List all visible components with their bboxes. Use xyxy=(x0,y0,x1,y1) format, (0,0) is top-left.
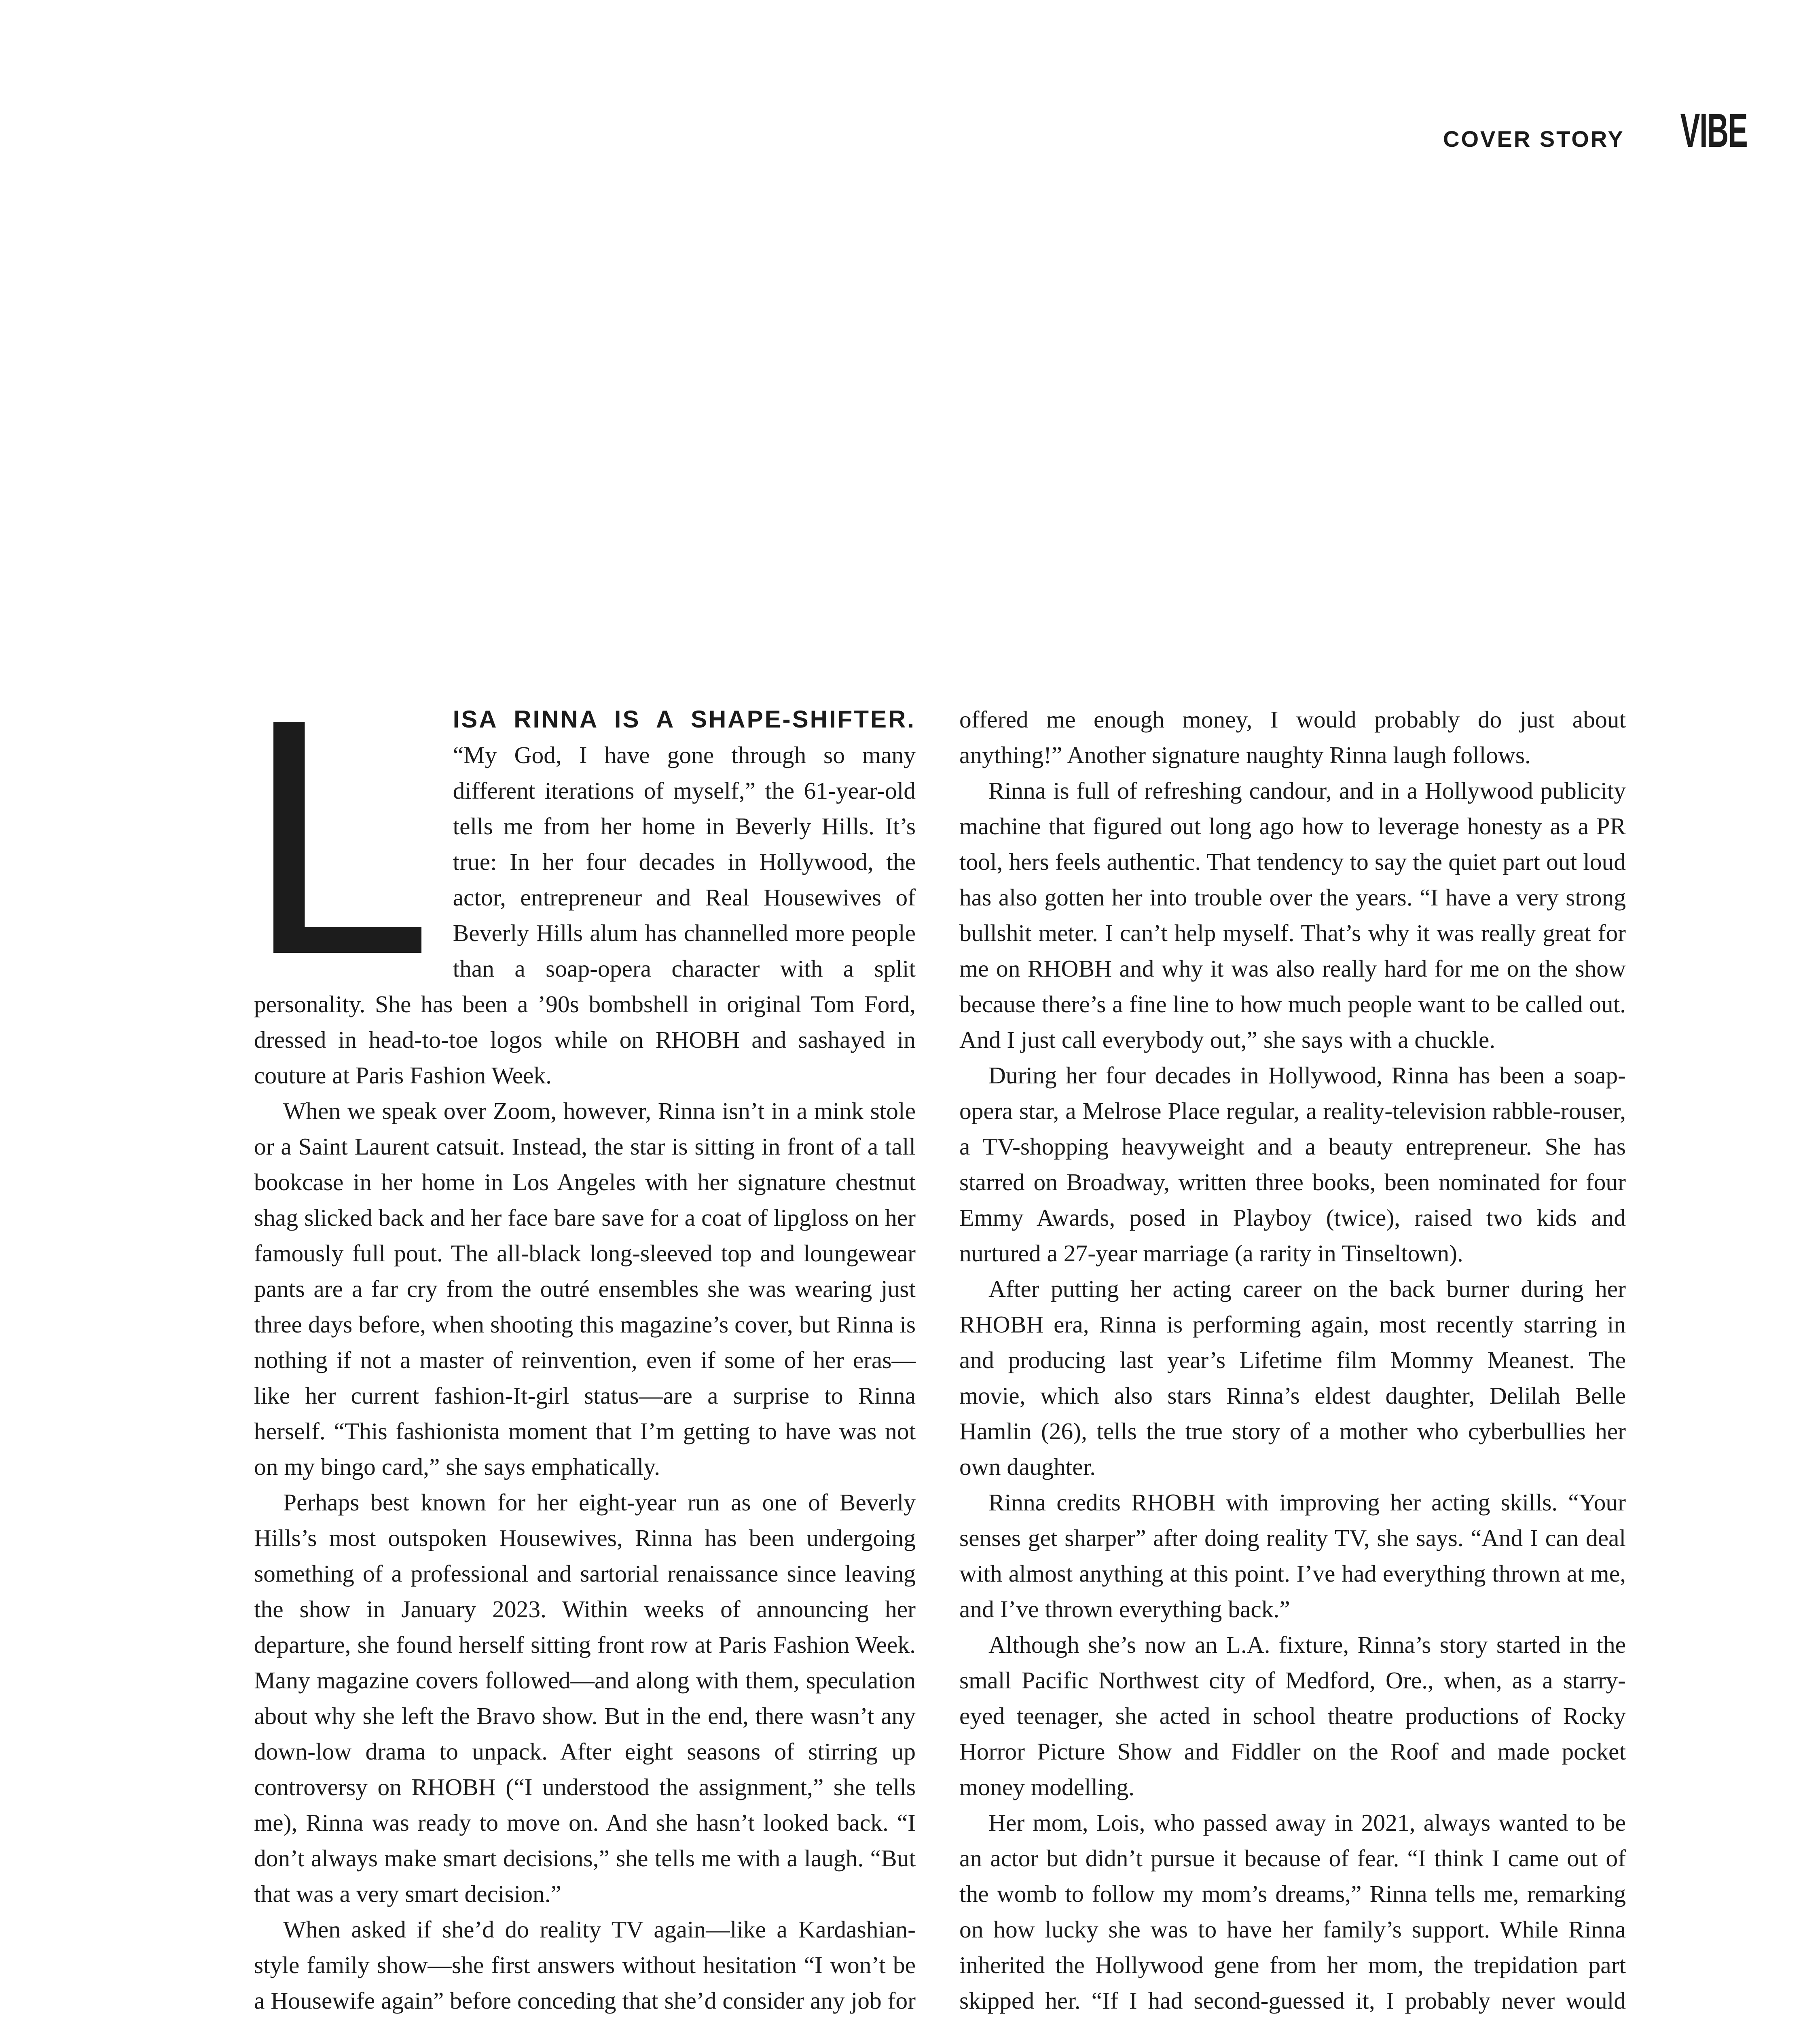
article-column-left xyxy=(246,649,916,2022)
article-paragraph: Rinna credits RHOBH with improving her acting skills. “Your senses get sharper” after doing reality TV, she says. “And I can deal with almost anything at this point. I’ve had everything thrown at me, and I’ve thrown everything back.” xyxy=(959,1489,1626,1622)
paragraph-text: “My God, I have gone through so many different iterations of myself,” the 61-year-old tells me from her home in Beverly Hills. It’s true: In her four decades in Hollywood, the actor, entrepreneur and Real Housewives of Beverly Hills alum has channelled more people than a soap-opera character with a split personality. She has been a ’90s bombshell in original Tom Ford, dressed in head-to-toe logos while on RHOBH and sashayed in couture at Paris Fashion Week. xyxy=(254,742,916,1089)
lead-in: ISA RINNA IS A SHAPE-SHIFTER. xyxy=(453,706,916,733)
article-paragraph: Perhaps best known for her eight-year run as one of Beverly Hills’s most outspoken Housewives, Rinna has been undergoing something of a professional and sartorial renaissance since leaving the show in January 2023. Within weeks of announcing her departure, she found herself sitting front row at Paris Fashion Week. Many magazine covers followed—and along with them, speculation about why she left the Bravo show. But in the end, there wasn’t any down-low drama to unpack. After eight seasons of stirring up controversy on RHOBH (“I understood the assignment,” she tells me), Rinna was ready to move on. And she hasn’t looked back. “I don’t always make smart decisions,” she tells me with a laugh. “But that was a very smart decision.” xyxy=(254,1489,916,1907)
article-paragraph: When asked if she’d do reality TV again—like a Kardashian-style family show—she first answers without hesitation “I won’t be a Housewife again” before conceding that she’d consider any job for xyxy=(254,1916,916,2014)
article-paragraph: After putting her acting career on the back burner during her RHOBH era, Rinna is performing again, most recently starring in and producing last year’s Lifetime film Mommy Meanest. The movie, which also stars Rinna’s eldest daughter, Delilah Belle Hamlin (26), tells the true story of a mother who cyberbullies her own daughter. xyxy=(959,1275,1626,1480)
running-header xyxy=(1443,103,1747,158)
section-name: VIBE xyxy=(1680,104,1747,157)
article-column-right xyxy=(959,702,1626,2022)
article-paragraph: Her mom, Lois, who passed away in 2021, always wanted to be an actor but didn’t pursue it because of fear. “I think I came out of the womb to follow my mom’s dreams,” Rinna tells me, remarking on how lucky she was to have her family’s support. While Rinna inherited the Hollywood gene from her mom, the trepidation part skipped her. “If I had second-guessed it, I probably never would xyxy=(959,1809,1626,2014)
article-paragraph: Rinna is full of refreshing candour, and in a Hollywood publicity machine that figured out long ago how to leverage honesty as a PR tool, hers feels authentic. That tendency to say the quiet part out loud has also gotten her into trouble over the years. “I have a very strong bullshit meter. I can’t help myself. That’s why it was really great for me on RHOBH and why it was also really hard for me on the show because there’s a fine line to how much people want to be called out. And I just call everybody out,” she says with a chuckle. xyxy=(959,777,1626,1053)
article-paragraph: offered me enough money, I would probably do just about anything!” Another signature naughty Rinna laugh follows. xyxy=(959,706,1626,768)
article-paragraph: When we speak over Zoom, however, Rinna isn’t in a mink stole or a Saint Laurent catsuit. Instead, the star is sitting in front of a tall bookcase in her home in Los Angeles with her signature chestnut shag slicked back and her face bare save for a coat of lipgloss on her famously full pout. The all-black long-sleeved top and loungewear pants are a far cry from the outré ensembles she was wearing just three days before, when shooting this magazine’s cover, but Rinna is nothing if not a master of reinvention, even if some of her eras—like her current fashion-It-girl status—are a surprise to Rinna herself. “This fashionista moment that I’m getting to have was not on my bingo card,” she says emphatically. xyxy=(254,1098,916,1480)
article-paragraph xyxy=(246,649,916,1093)
drop-cap: L xyxy=(246,649,429,1024)
article-paragraph: Although she’s now an L.A. fixture, Rinna’s story started in the small Pacific Northwest city of Medford, Ore., when, as a starry-eyed teenager, she acted in school theatre productions of Rocky Horror Picture Show and Fiddler on the Roof and made pocket money modelling. xyxy=(959,1631,1626,1800)
section-label: COVER STORY xyxy=(1443,126,1625,152)
article-paragraph: During her four decades in Hollywood, Rinna has been a soap-opera star, a Melrose Place regular, a reality-television rabble-rouser, a TV-shopping heavyweight and a beauty entrepreneur. She has starred on Broadway, written three books, been nominated for four Emmy Awards, posed in Playboy (twice), raised two kids and nurtured a 27-year marriage (a rarity in Tinseltown). xyxy=(959,1062,1626,1267)
